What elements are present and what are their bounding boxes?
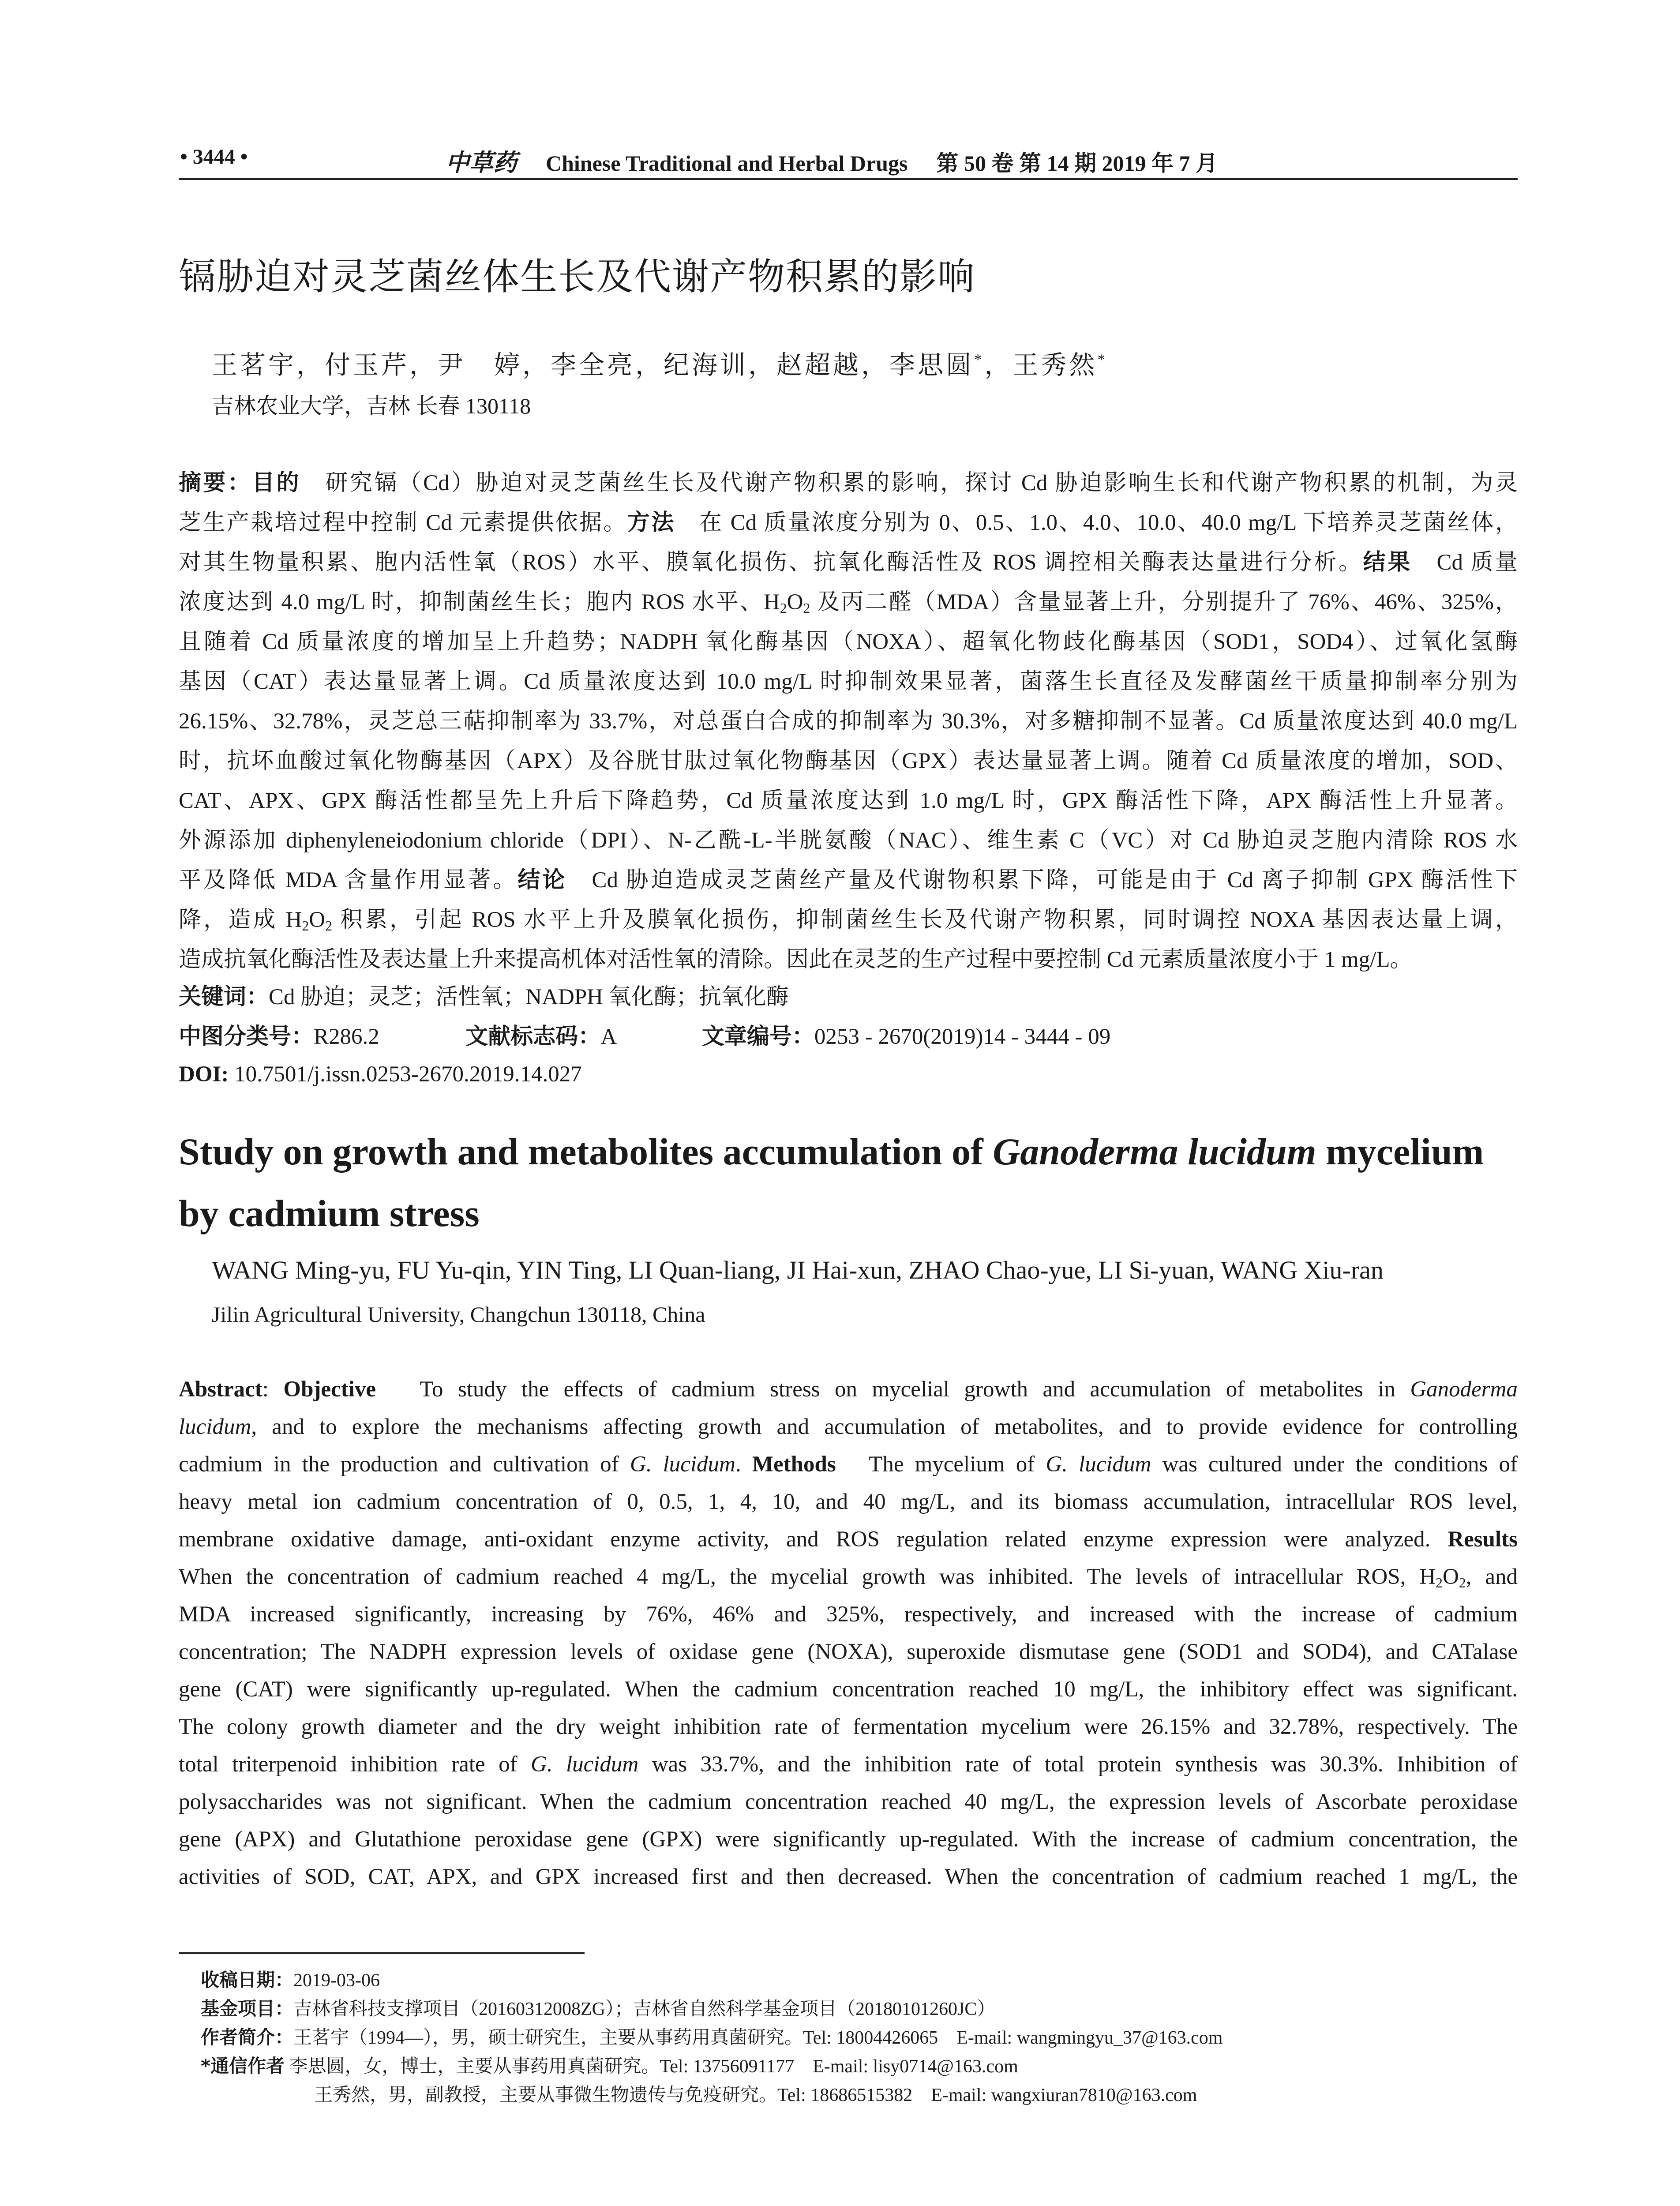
- en-abstract-line-4: heavy metal ion cadmium concentration of 0, 0.5, 1, 4, 10, and 40 mg/L, and its biomass accumulation, intracellular ROS level,: [179, 1489, 1518, 1514]
- cn-abstract-line-8: 时，抗坏血酸过氧化物酶基因（APX）及谷胱甘肽过氧化物酶基因（GPX）表达量显著上调。随着 Cd 质量浓度的增加，SOD、: [179, 749, 1518, 773]
- keywords-label: 关键词：: [179, 984, 269, 1010]
- en-abstract-line-2: lucidum, and to explore the mechanisms affecting growth and accumulation of metabolites, and to provide evidence for controlling: [179, 1414, 1518, 1439]
- en-abstract-line-1: Abstract: Objective To study the effects of cadmium stress on mycelial growth and accumulation of metabolites in Ganoderma: [179, 1377, 1518, 1402]
- cn-result-label: 结果: [1363, 549, 1412, 575]
- cn-abstract-line-10: 外源添加 diphenyleneiodonium chloride（DPI）、N-乙酰-L-半胱氨酸（NAC）、维生素 C（VC）对 Cd 胁迫灵芝胞内清除 ROS 水: [179, 828, 1518, 853]
- cn-abstract-line-6: 基因（CAT）表达量显著上调。Cd 质量浓度达到 10.0 mg/L 时抑制效果显著，菌落生长直径及发酵菌丝干质量抑制率分别为: [179, 669, 1518, 694]
- en-abstract-line-5: membrane oxidative damage, anti-oxidant enzyme activity, and ROS regulation related enzyme expression were analyzed. Results: [179, 1527, 1518, 1552]
- chinese-title: 镉胁迫对灵芝菌丝体生长及代谢产物积累的影响: [179, 255, 976, 298]
- page-number: • 3444 •: [180, 145, 248, 169]
- en-abstract-label: Abstract: [179, 1377, 262, 1402]
- footnote-corresponding-2: 王秀然，男，副教授，主要从事微生物遗传与免疫研究。Tel: 18686515382 E-mail: wangxiuran7810@163.com: [314, 2085, 1197, 2105]
- en-abstract-line-3: cadmium in the production and cultivation of G. lucidum. Methods The mycelium of G. lucidum was cultured under the conditions of: [179, 1452, 1518, 1477]
- cn-method-label: 方法: [627, 510, 675, 536]
- cn-conclusion-label: 结论: [518, 867, 567, 893]
- article-number: 0253 - 2670(2019)14 - 3444 - 09: [814, 1024, 1111, 1049]
- en-abstract-line-14: activities of SOD, CAT, APX, and GPX increased first and then decreased. When the concentration of cadmium reached 1 mg/L, the: [179, 1865, 1518, 1889]
- cn-abstract-line-5: 且随着 Cd 质量浓度的增加呈上升趋势；NADPH 氧化酶基因（NOXA）、超氧化物歧化酶基因（SOD1，SOD4）、过氧化氢酶: [179, 630, 1518, 654]
- cn-abstract-line-4: 浓度达到 4.0 mg/L 时，抑制菌丝生长；胞内 ROS 水平、$H_2O_2$ 及丙二醛（MDA）含量显著上升，分别提升了 76%、46%、325%，: [179, 590, 1518, 616]
- cn-abstract-line-3: 对其生物量积累、胞内活性氧（ROS）水平、膜氧化损伤、抗氧化酶活性及 ROS 调控相关酶表达量进行分析。结果 Cd 质量: [179, 549, 1518, 575]
- cn-abstract-label: 摘要：目的: [179, 470, 301, 496]
- journal-name-en: Chinese Traditional and Herbal Drugs: [546, 151, 908, 176]
- header-rule: [179, 178, 1518, 180]
- doi-line: DOI: 10.7501/j.issn.0253-2670.2019.14.027: [179, 1062, 582, 1087]
- footnote-received: 收稿日期：2019-03-06: [201, 1969, 380, 1991]
- cn-abstract-line-1: 摘要：目的 研究镉（Cd）胁迫对灵芝菌丝生长及代谢产物积累的影响，探讨 Cd 胁迫影响生长和代谢产物积累的机制，为灵: [179, 470, 1518, 496]
- clc-number: R286.2: [314, 1024, 379, 1049]
- chinese-affiliation: 吉林农业大学，吉林 长春 130118: [212, 394, 531, 418]
- english-affiliation: Jilin Agricultural University, Changchun 130118, China: [212, 1302, 705, 1327]
- en-abstract-line-13: gene (APX) and Glutathione peroxidase gene (GPX) were significantly up-regulated. With the increase of cadmium concentration, the: [179, 1827, 1518, 1852]
- en-abstract-line-10: The colony growth diameter and the dry weight inhibition rate of fermentation mycelium were 26.15% and 32.78%, respectively. The: [179, 1715, 1518, 1739]
- footnote-rule: [179, 1952, 585, 1954]
- en-abstract-line-12: polysaccharides was not significant. When the cadmium concentration reached 40 mg/L, the expression levels of Ascorbate peroxidase: [179, 1790, 1518, 1814]
- en-abstract-line-7: MDA increased significantly, increasing by 76%, 46% and 325%, respectively, and increased with the increase of cadmium: [179, 1602, 1518, 1627]
- cn-abstract-line-9: CAT、APX、GPX 酶活性都呈先上升后下降趋势，Cd 质量浓度达到 1.0 mg/L 时，GPX 酶活性下降，APX 酶活性上升显著。: [179, 788, 1518, 813]
- chinese-authors: 王茗宇，付玉芹，尹 婷，李全亮，纪海训，赵超越，李思圆*，王秀然*: [212, 351, 1108, 379]
- classification-line: 中图分类号：R286.2 文献标志码：A 文章编号：0253 - 2670(2019)14 - 3444 - 09: [179, 1024, 1111, 1050]
- journal-name-cn: 中草药: [446, 150, 517, 176]
- cn-abstract-line-13: 造成抗氧化酶活性及表达量上升来提高机体对活性氧的清除。因此在灵芝的生产过程中要控制 Cd 元素质量浓度小于 1 mg/L。: [179, 947, 1413, 972]
- en-abstract-line-9: gene (CAT) were significantly up-regulated. When the cadmium concentration reached 10 mg/L, the inhibitory effect was significant.: [179, 1677, 1518, 1702]
- footnote-author: 作者简介：王茗宇（1994—），男，硕士研究生，主要从事药用真菌研究。Tel: 18004426065 E-mail: wangmingyu_37@163.com: [201, 2026, 1223, 2048]
- keywords: 关键词：Cd 胁迫；灵芝；活性氧；NADPH 氧化酶；抗氧化酶: [179, 984, 789, 1010]
- en-abstract-line-8: concentration; The NADPH expression levels of oxidase gene (NOXA), superoxide dismutase gene (SOD1 and SOD4), and CATalase: [179, 1639, 1518, 1664]
- journal-issue: 第 50 卷 第 14 期 2019 年 7 月: [936, 151, 1218, 176]
- english-authors: WANG Ming-yu, FU Yu-qin, YIN Ting, LI Quan-liang, JI Hai-xun, ZHAO Chao-yue, LI Si-yuan, WANG Xiu-ran: [212, 1256, 1384, 1284]
- cn-abstract-line-2: 芝生产栽培过程中控制 Cd 元素提供依据。方法 在 Cd 质量浓度分别为 0、0.5、1.0、4.0、10.0、40.0 mg/L 下培养灵芝菌丝体，: [179, 510, 1518, 536]
- en-abstract-line-6: When the concentration of cadmium reached 4 mg/L, the mycelial growth was inhibited. The levels of intracellular ROS, $H_2O_2$, and: [179, 1564, 1518, 1591]
- footnote-fund: 基金项目：吉林省科技支撑项目（20160312008ZG）；吉林省自然科学基金项目（20180101260JC）: [201, 1998, 996, 2019]
- footnote-corresponding: *通信作者 李思圆，女，博士，主要从事药用真菌研究。Tel: 13756091177 E-mail: lisy0714@163.com: [201, 2055, 1018, 2077]
- en-abstract-line-11: total triterpenoid inhibition rate of G. lucidum was 33.7%, and the inhibition rate of total protein synthesis was 30.3%. Inhibition of: [179, 1752, 1518, 1777]
- english-title: Study on growth and metabolites accumulation of Ganoderma lucidum mycelium by cadmium stress: [179, 1130, 1484, 1234]
- cn-abstract-line-11: 平及降低 MDA 含量作用显著。结论 Cd 胁迫造成灵芝菌丝产量及代谢物积累下降，可能是由于 Cd 离子抑制 GPX 酶活性下: [179, 867, 1518, 893]
- document-code: A: [600, 1024, 616, 1049]
- cn-abstract-line-7: 26.15%、32.78%，灵芝总三萜抑制率为 33.7%，对总蛋白合成的抑制率为 30.3%，对多糖抑制不显著。Cd 质量浓度达到 40.0 mg/L: [179, 709, 1518, 734]
- journal-header: [446, 144, 1218, 178]
- doi-link[interactable]: 10.7501/j.issn.0253-2670.2019.14.027: [234, 1062, 582, 1087]
- cn-abstract-line-12: 降，造成 $H_2O_2$ 积累，引起 ROS 水平上升及膜氧化损伤，抑制菌丝生长及代谢产物积累，同时调控 NOXA 基因表达量上调，: [179, 908, 1518, 934]
